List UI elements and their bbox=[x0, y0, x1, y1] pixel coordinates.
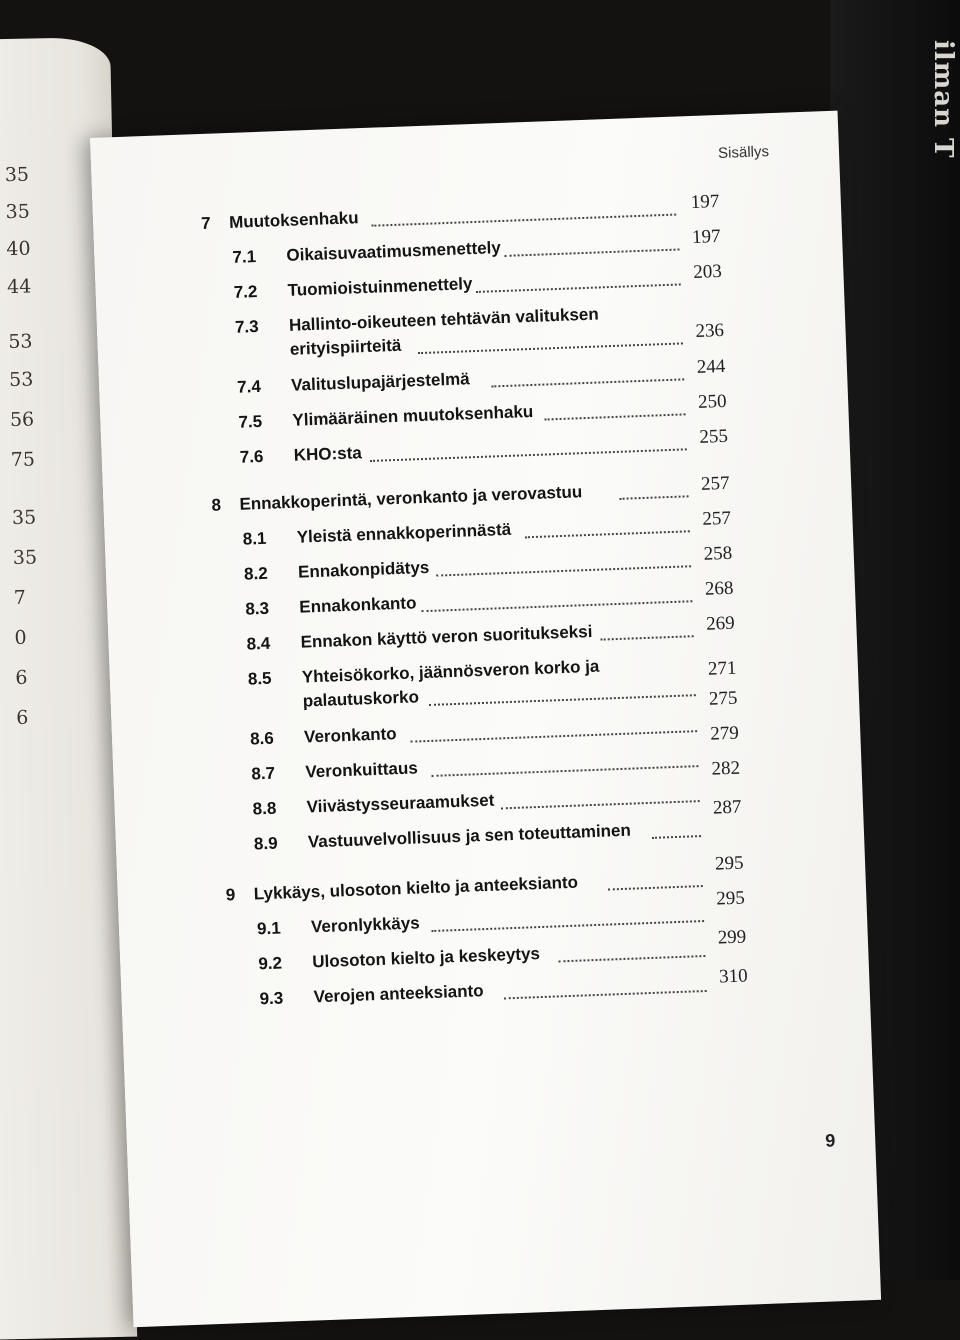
section-title: Vastuuvelvollisuus ja sen toteuttaminen bbox=[307, 820, 632, 852]
toc-section bbox=[99, 355, 846, 397]
section-title: Oikaisuvaatimusmenettely bbox=[286, 238, 502, 265]
section-number: 8.3 bbox=[245, 598, 270, 619]
dot-leader bbox=[476, 283, 681, 293]
section-title: Yhteisökorko, jäännösveron korko ja bbox=[301, 656, 600, 687]
section-title-continued: erityispiirteitä bbox=[289, 335, 402, 359]
left-page-number: 6 bbox=[15, 666, 28, 689]
section-number: 8.9 bbox=[253, 833, 278, 854]
page-number: 295 bbox=[715, 887, 746, 910]
dot-leader bbox=[371, 214, 676, 227]
left-page-number: 56 bbox=[9, 408, 35, 432]
toc-page bbox=[90, 111, 881, 1328]
section-title: Tuomioistuinmenettely bbox=[287, 274, 473, 300]
section-number: 8.8 bbox=[252, 798, 277, 819]
toc-chapter-8 bbox=[103, 472, 850, 515]
section-number: 7.1 bbox=[232, 246, 257, 267]
page-number: 268 bbox=[704, 577, 734, 600]
page-number: 244 bbox=[696, 355, 726, 378]
section-title: Ennakonkanto bbox=[298, 593, 417, 617]
chapter-number: 7 bbox=[200, 213, 212, 233]
page-number: 203 bbox=[692, 260, 723, 283]
dot-leader bbox=[432, 765, 699, 777]
dot-leader bbox=[545, 413, 686, 420]
dot-leader bbox=[410, 730, 697, 743]
left-page-number: 44 bbox=[6, 275, 32, 299]
section-title: Yleistä ennakkoperinnästä bbox=[296, 519, 512, 547]
dot-leader bbox=[558, 955, 705, 962]
dot-leader bbox=[431, 920, 704, 932]
page-number: 269 bbox=[705, 612, 736, 635]
page-number: 299 bbox=[717, 926, 747, 949]
section-title-continued: palautuskorko bbox=[302, 687, 420, 711]
section-number: 8.4 bbox=[246, 633, 271, 654]
section-number: 7.5 bbox=[238, 411, 263, 432]
dot-leader bbox=[429, 694, 696, 706]
page-number: 271 bbox=[707, 657, 737, 680]
section-title: Verojen anteeksianto bbox=[313, 981, 484, 1007]
page-number: 258 bbox=[703, 542, 733, 565]
section-title: Veronkuittaus bbox=[305, 758, 419, 782]
section-number: 7.3 bbox=[234, 316, 260, 337]
left-page-number: 35 bbox=[4, 163, 30, 187]
toc-section bbox=[107, 577, 854, 619]
left-page-number: 35 bbox=[12, 546, 38, 570]
section-number: 8.2 bbox=[243, 563, 269, 584]
left-page-number: 0 bbox=[14, 626, 27, 649]
section-number: 7.4 bbox=[236, 376, 262, 397]
left-page-number: 35 bbox=[5, 200, 31, 224]
dot-leader bbox=[505, 248, 680, 256]
toc-section bbox=[100, 390, 847, 432]
running-head: Sisällys bbox=[717, 143, 770, 162]
section-number: 9.1 bbox=[256, 918, 282, 939]
left-page-number: 53 bbox=[8, 368, 34, 392]
chapter-number: 9 bbox=[225, 885, 236, 905]
dot-leader bbox=[525, 530, 690, 538]
toc-section bbox=[106, 542, 853, 584]
section-title: Viivästysseuraamukset bbox=[306, 790, 495, 817]
toc-section bbox=[95, 260, 842, 302]
dot-leader bbox=[608, 885, 703, 890]
section-number: 9.2 bbox=[258, 953, 283, 974]
page-number: 197 bbox=[690, 190, 720, 214]
chapter-title: Ennakkoperintä, veronkanto ja verovastuu bbox=[239, 482, 583, 514]
dot-leader bbox=[501, 800, 700, 809]
left-page-number: 6 bbox=[15, 706, 29, 729]
section-number: 9.3 bbox=[259, 988, 284, 1009]
section-number: 7.2 bbox=[233, 281, 258, 302]
dot-leader bbox=[418, 342, 683, 354]
chapter-title: Muutoksenhaku bbox=[228, 208, 359, 232]
page-number: 236 bbox=[695, 319, 725, 342]
page-number: 282 bbox=[711, 757, 741, 780]
page-number: 257 bbox=[700, 472, 730, 495]
toc-section bbox=[97, 295, 844, 359]
left-page-number: 35 bbox=[11, 506, 37, 530]
page-number: 257 bbox=[701, 507, 732, 530]
dot-leader bbox=[504, 990, 707, 999]
section-number: 8.7 bbox=[251, 763, 276, 784]
section-number: 7.6 bbox=[239, 446, 264, 467]
section-title: Ennakonpidätys bbox=[297, 557, 430, 582]
page-number: 295 bbox=[714, 852, 744, 875]
dot-leader bbox=[652, 835, 701, 839]
section-title: Veronkanto bbox=[303, 724, 397, 747]
page-folio: 9 bbox=[824, 1130, 836, 1151]
toc-section bbox=[108, 612, 855, 654]
page-number: 197 bbox=[691, 225, 721, 248]
dot-leader bbox=[370, 448, 687, 462]
left-page-number: 75 bbox=[10, 448, 36, 472]
dot-leader bbox=[422, 600, 693, 612]
left-page-number: 7 bbox=[13, 586, 27, 609]
page-number: 255 bbox=[698, 425, 729, 448]
section-title: Veronlykkäys bbox=[310, 913, 421, 937]
page-number: 250 bbox=[697, 390, 727, 413]
spine-text: ilman T bbox=[928, 40, 958, 159]
section-title: Ylimääräinen muutoksenhaku bbox=[292, 401, 534, 430]
left-page-number: 40 bbox=[6, 237, 31, 261]
section-title: Ennakon käyttö veron suoritukseksi bbox=[300, 621, 593, 652]
section-number: 8.1 bbox=[242, 528, 267, 549]
left-page-number: 53 bbox=[8, 330, 33, 354]
toc-section bbox=[121, 965, 868, 1009]
dot-leader bbox=[601, 635, 694, 640]
toc-chapter-9 bbox=[118, 852, 865, 905]
page-number: 287 bbox=[712, 796, 742, 819]
dot-leader bbox=[436, 565, 691, 576]
toc-chapter-7 bbox=[93, 190, 840, 233]
chapter-title: Lykkäys, ulosoton kielto ja anteeksianto bbox=[253, 872, 579, 904]
section-title: Hallinto-oikeuteen tehtävän valituksen bbox=[288, 304, 599, 335]
dot-leader bbox=[491, 378, 684, 387]
section-title: Ulosoton kielto ja keskeytys bbox=[311, 944, 541, 972]
page-number: 310 bbox=[718, 965, 749, 988]
section-title: Valituslupajärjestelmä bbox=[290, 369, 471, 395]
section-number: 8.6 bbox=[249, 728, 275, 749]
dot-leader bbox=[620, 495, 689, 500]
page-number: 275 bbox=[708, 687, 738, 710]
page-number: 279 bbox=[709, 722, 740, 745]
toc-section bbox=[102, 425, 849, 467]
section-number: 8.5 bbox=[247, 668, 272, 689]
chapter-number: 8 bbox=[211, 495, 222, 515]
section-title: KHO:sta bbox=[293, 443, 363, 465]
